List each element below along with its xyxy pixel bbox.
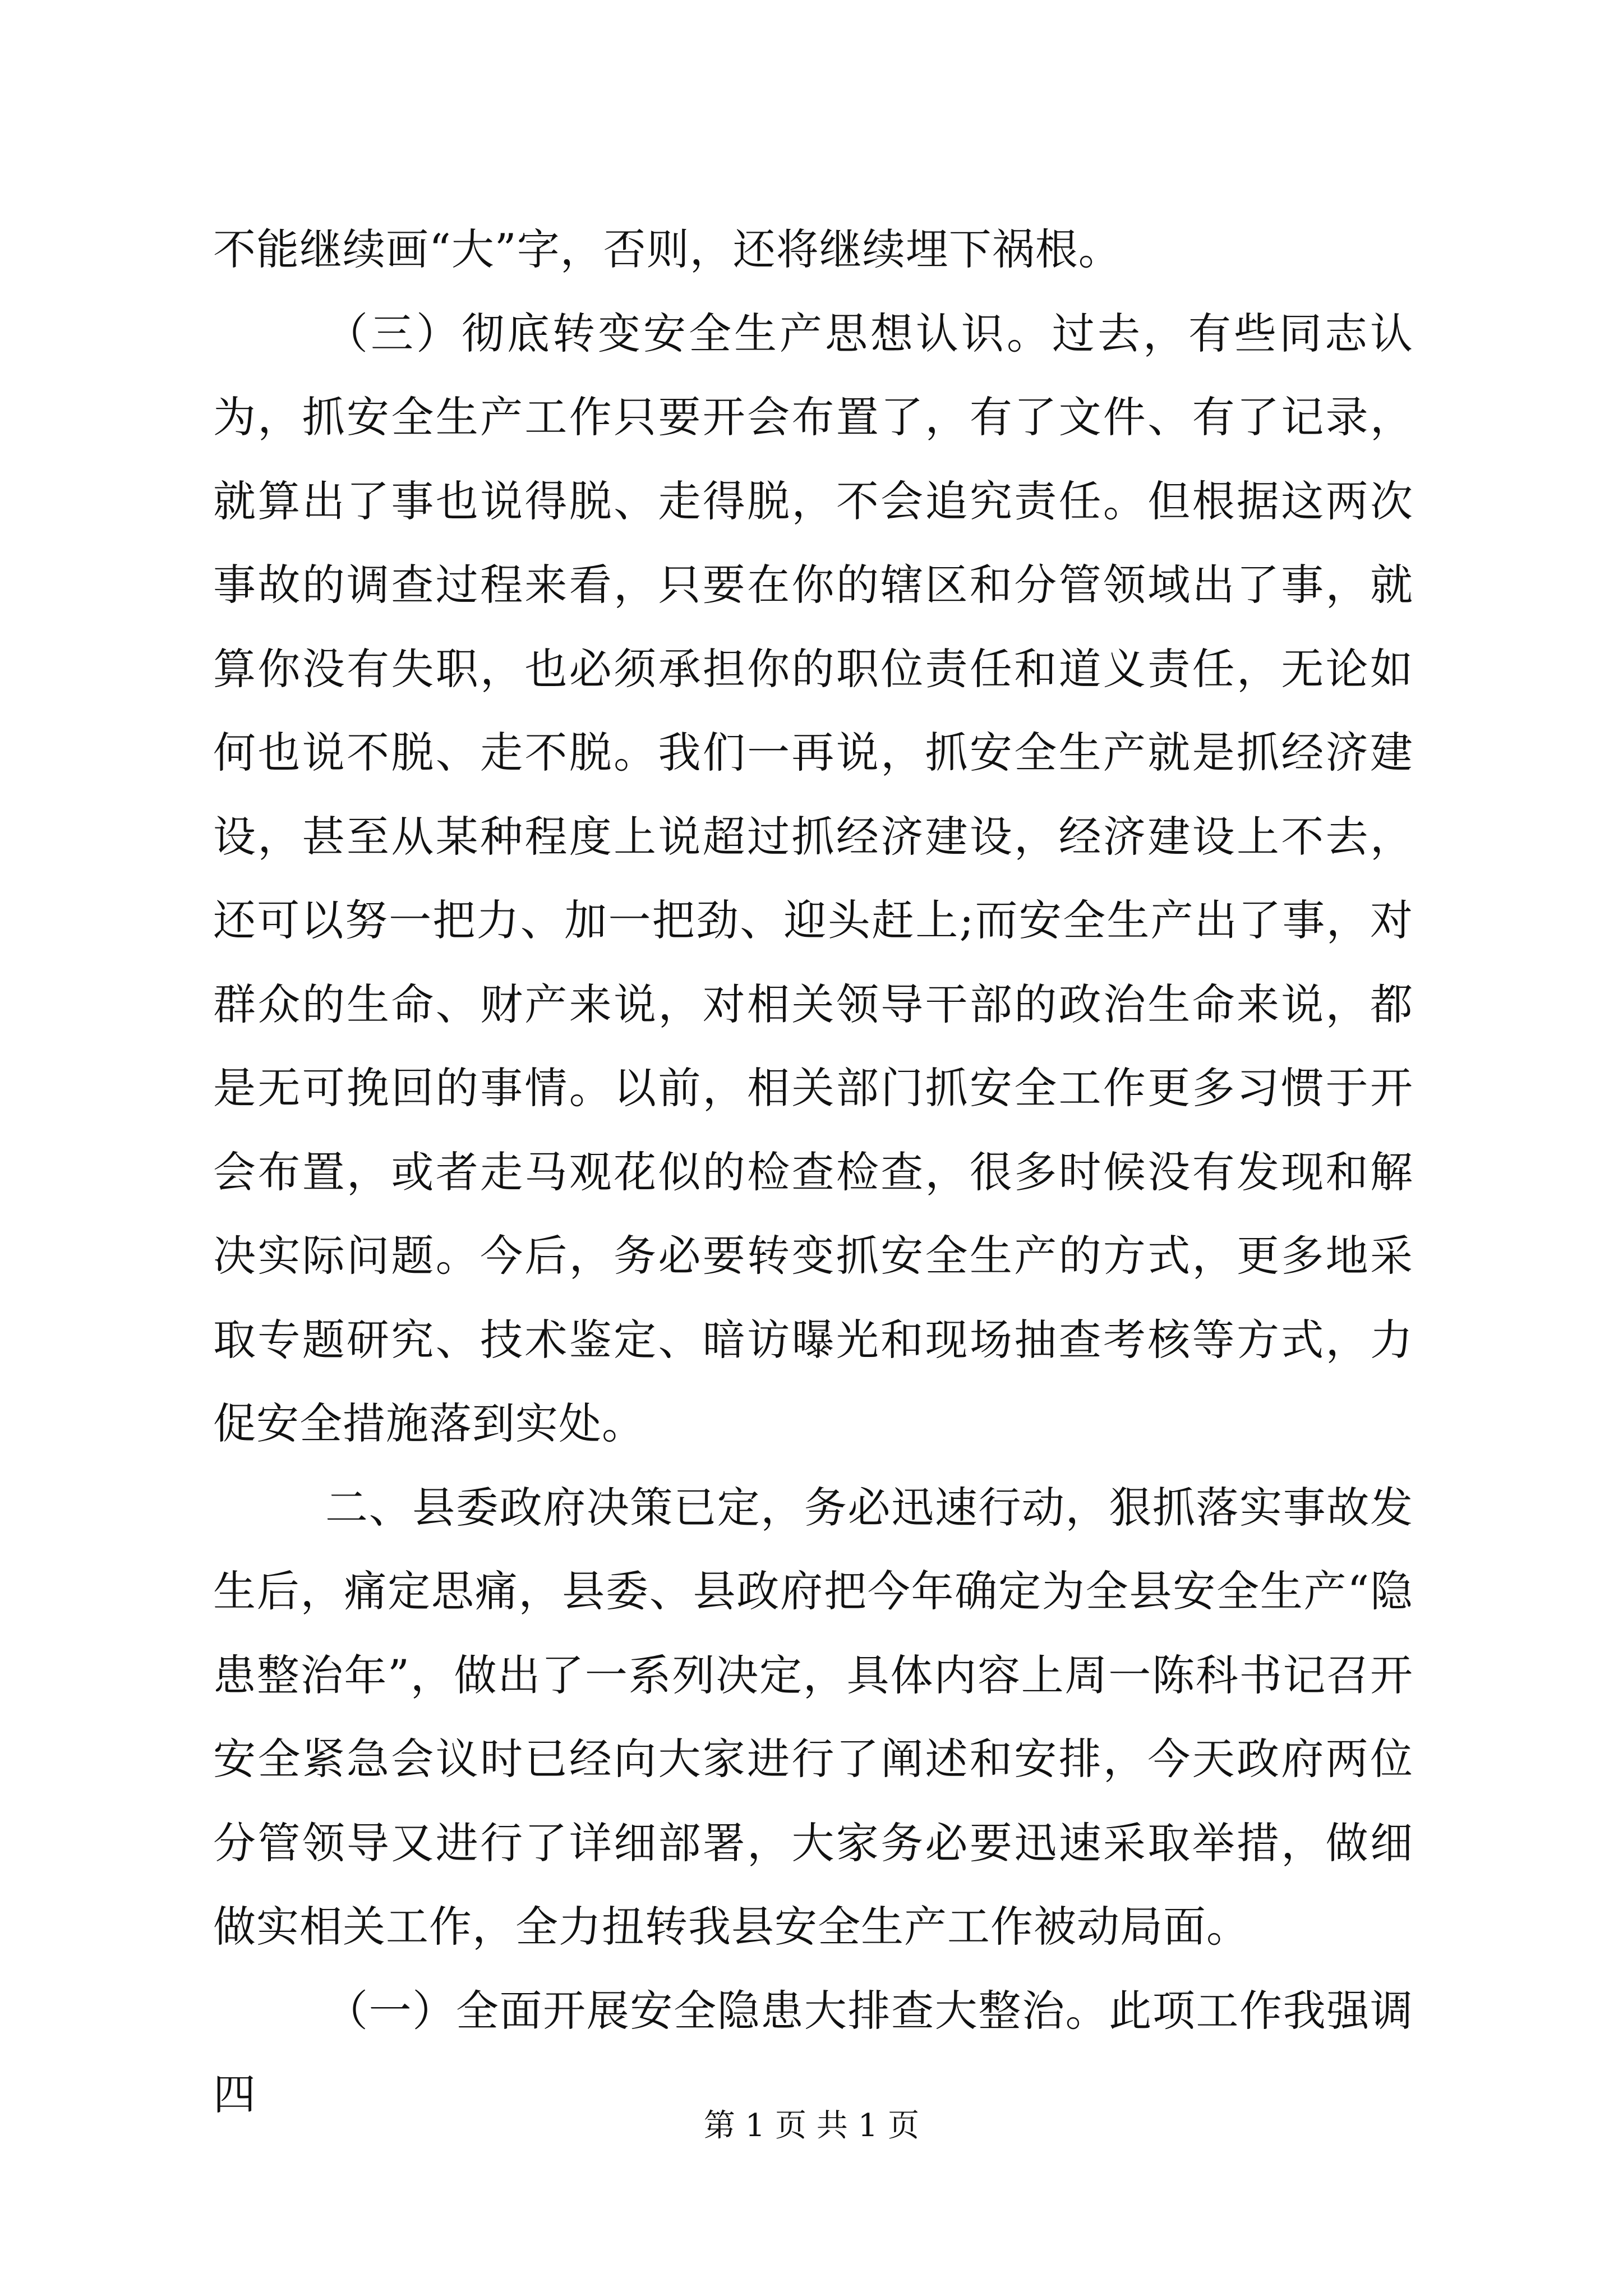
document-body: [213, 208, 1413, 2137]
paragraph-part-two: 二、县委政府决策已定，务必迅速行动，狠抓落实事故发生后，痛定思痛，县委、县政府把今年确定为全县安全生产“隐患整治年”，做出了一系列决定，具体内容上周一陈科书记召开安全紧急会议时已经向大家进行了阐述和安排，今天政府两位分管领导又进行了详细部署，大家务必要迅速采取举措，做细做实相关工作，全力扭转我县安全生产工作被动局面。: [213, 1482, 1413, 1952]
page-number-footer: 第 1 页 共 1 页: [703, 2108, 920, 2144]
paragraph-section-three: （三）彻底转变安全生产思想认识。过去，有些同志认为，抓安全生产工作只要开会布置了，有了文件、有了记录，就算出了事也说得脱、走得脱，不会追究责任。但根据这两次事故的调查过程来看，只要在你的辖区和分管领域出了事，就算你没有失职，也必须承担你的职位责任和道义责任，无论如何也说不脱、走不脱。我们一再说，抓安全生产就是抓经济建设，甚至从某种程度上说超过抓经济建设，经济建设上不去，还可以努一把力、加一把劲、迎头赶上;而安全生产出了事，对群众的生命、财产来说，对相关领导干部的政治生命来说，都是无可挽回的事情。以前，相关部门抓安全工作更多习惯于开会布置，或者走马观花似的检查检查，很多时候没有发现和解决实际问题。今后，务必要转变抓安全生产的方式，更多地采取专题研究、技术鉴定、暗访曝光和现场抽查考核等方式，力促安全措施落到实处。: [213, 308, 1413, 1448]
paragraph-continuation: 不能继续画“大”字，否则，还将继续埋下祸根。: [213, 224, 1122, 274]
paragraph-section-one: （一）全面开展安全隐患大排查大整治。此项工作我强调四: [213, 1985, 1413, 2119]
